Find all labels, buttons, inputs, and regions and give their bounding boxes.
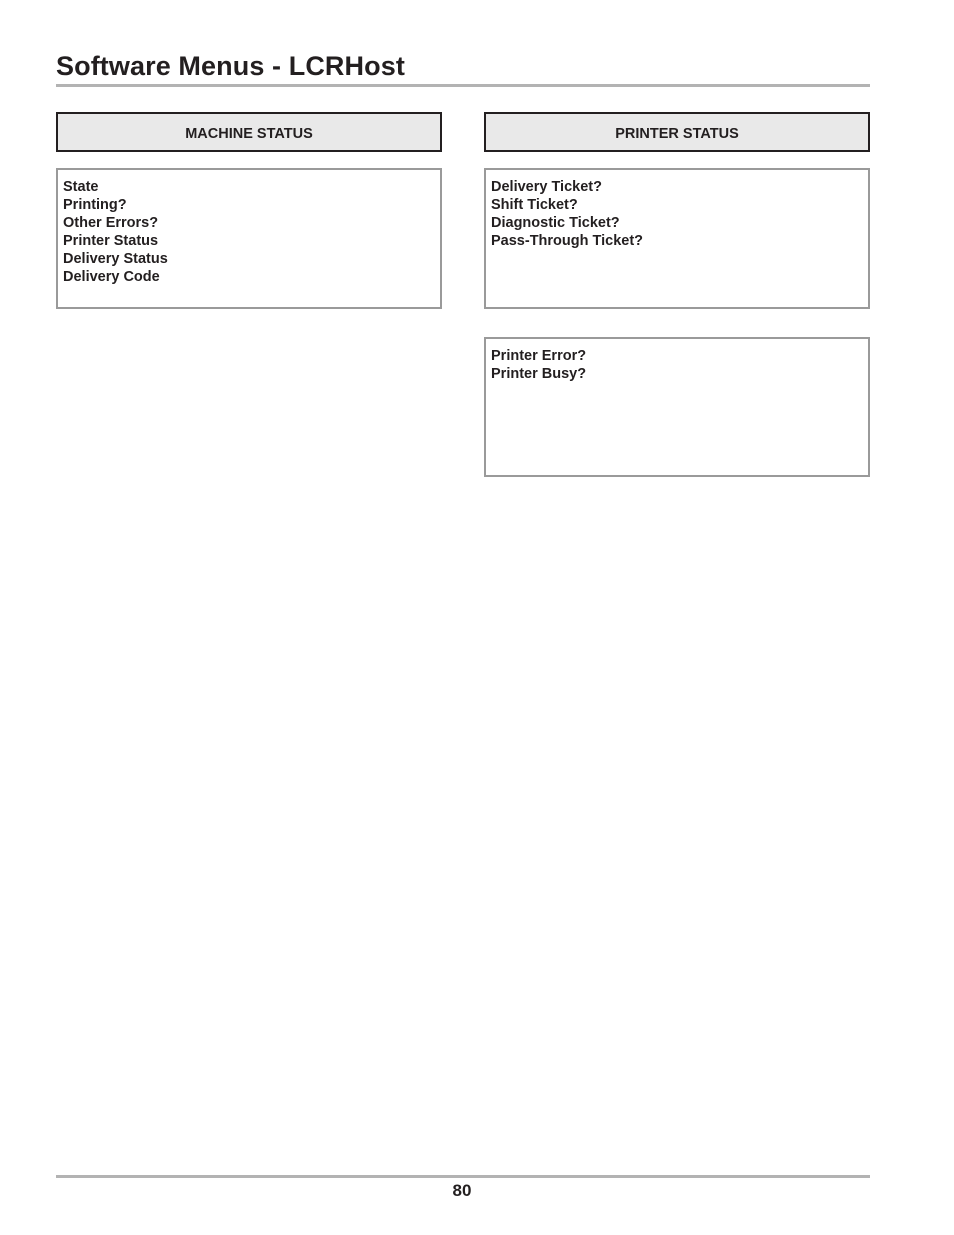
- printer-status-item-diagnostic-ticket: Diagnostic Ticket?: [491, 215, 620, 231]
- printer-status-item-printer-busy: Printer Busy?: [491, 366, 587, 382]
- printer-ticket-box: [484, 168, 870, 309]
- page-title: Software Menus - LCRHost: [56, 51, 405, 81]
- title-divider: [56, 84, 870, 87]
- printer-status-item-delivery-ticket: Delivery Ticket?: [491, 179, 602, 195]
- printer-status-item-pass-through-ticket: Pass-Through Ticket?: [491, 233, 644, 249]
- machine-status-item-other-errors: Other Errors?: [63, 215, 159, 231]
- page-number: 80: [452, 1181, 472, 1200]
- printer-status-item-printer-error: Printer Error?: [491, 348, 587, 364]
- printer-status-header-label: PRINTER STATUS: [615, 126, 739, 142]
- machine-status-header: [56, 112, 442, 152]
- machine-status-item-printing: Printing?: [63, 197, 127, 213]
- machine-status-item-delivery-code: Delivery Code: [63, 269, 160, 285]
- machine-status-item-state: State: [63, 179, 99, 195]
- machine-status-box: [56, 168, 442, 309]
- machine-status-item-printer-status: Printer Status: [63, 233, 159, 249]
- printer-status-header: [484, 112, 870, 152]
- machine-status-header-label: MACHINE STATUS: [185, 126, 313, 142]
- footer-divider: [56, 1175, 870, 1178]
- printer-state-box: [484, 337, 870, 477]
- machine-status-item-delivery-status: Delivery Status: [63, 251, 168, 267]
- printer-status-item-shift-ticket: Shift Ticket?: [491, 197, 578, 213]
